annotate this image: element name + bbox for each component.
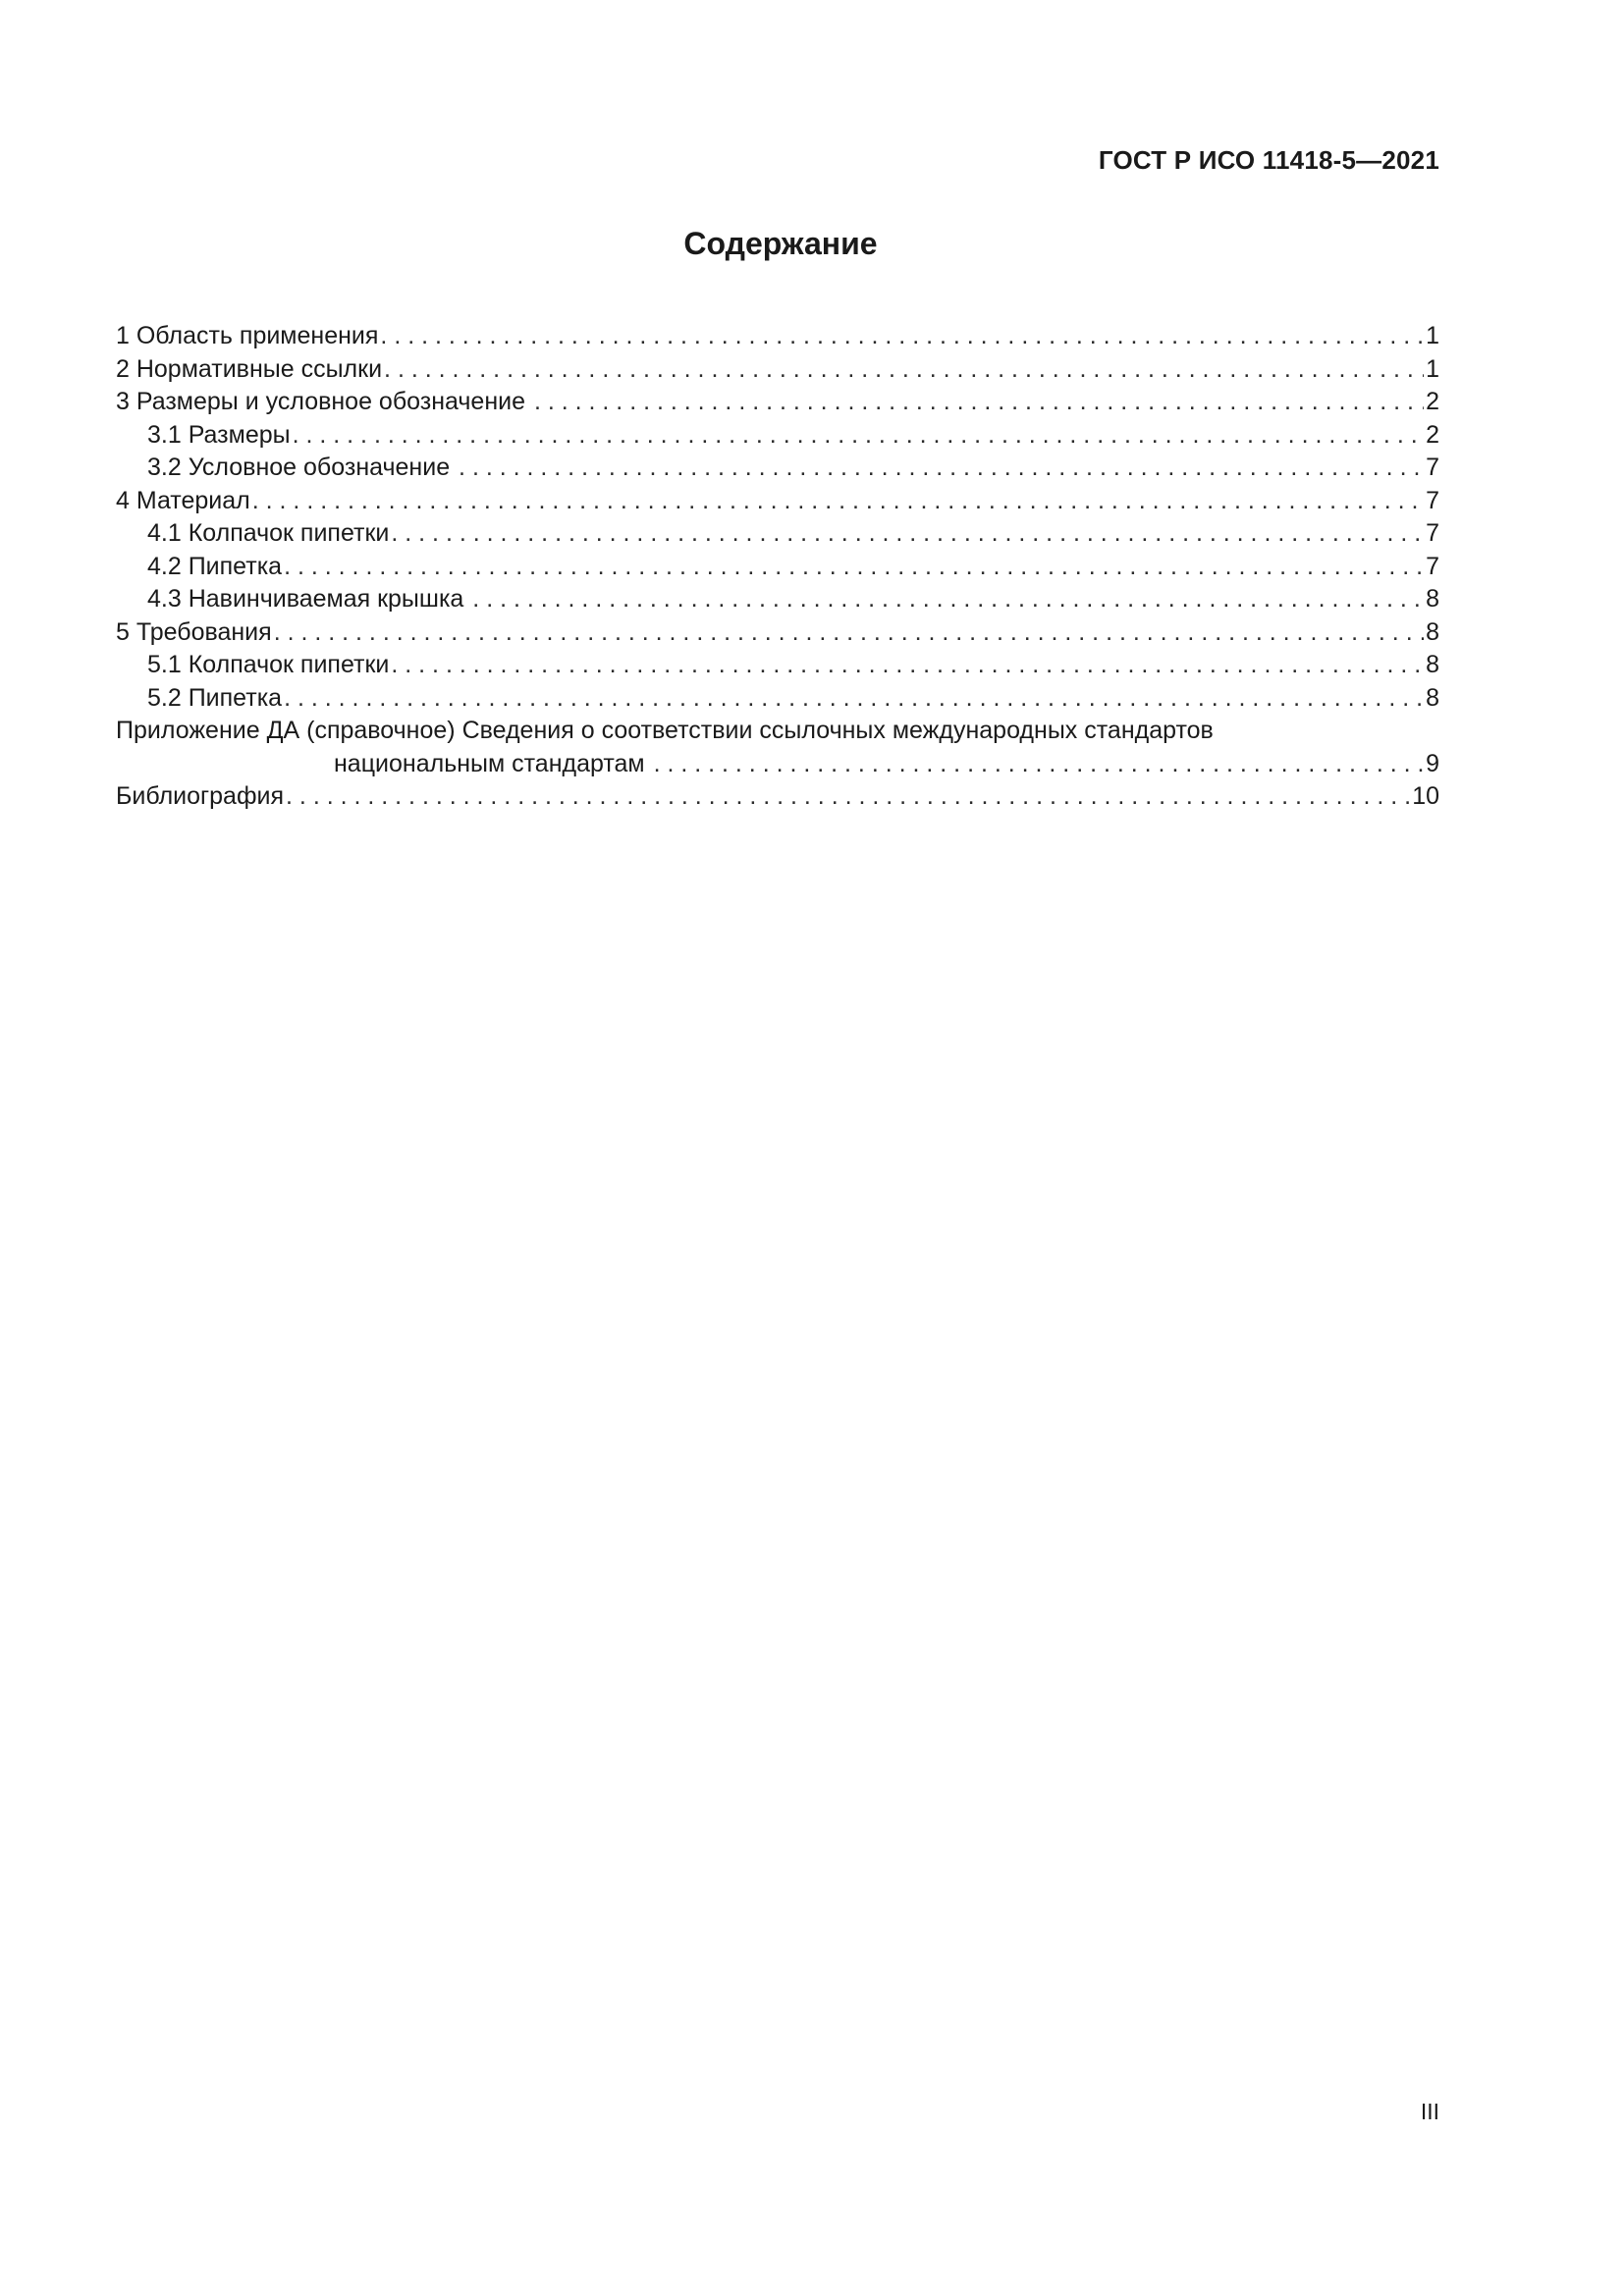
toc-entry-label: 1 Область применения [116, 322, 379, 349]
toc-leader-dots [274, 616, 1424, 650]
table-of-contents [116, 320, 1439, 814]
toc-leader-dots [384, 353, 1424, 387]
toc-entry-page: 10 [1412, 782, 1439, 810]
toc-entry[interactable] [116, 353, 1439, 387]
toc-entry-page: 7 [1426, 552, 1439, 580]
toc-entry-page: 8 [1426, 683, 1439, 712]
toc-entry-appendix[interactable] [116, 715, 1439, 780]
toc-entry-label: 5.1 Колпачок пипетки [147, 651, 390, 678]
toc-entry[interactable] [116, 649, 1439, 682]
toc-leader-dots [459, 452, 1424, 485]
toc-leader-dots [380, 320, 1424, 353]
toc-entry[interactable] [116, 386, 1439, 419]
toc-entry-page: 7 [1426, 454, 1439, 481]
toc-entry[interactable] [116, 517, 1439, 551]
toc-entry[interactable] [116, 616, 1439, 650]
toc-entry[interactable] [116, 452, 1439, 485]
toc-leader-dots [654, 748, 1425, 781]
toc-leader-dots [293, 419, 1425, 453]
toc-entry-page: 7 [1426, 519, 1439, 547]
toc-entry-page: 8 [1426, 617, 1439, 646]
toc-entry[interactable] [116, 583, 1439, 616]
page-number: III [1420, 2099, 1439, 2124]
toc-entry-label-continuation: национальным стандартам [334, 749, 652, 777]
toc-entry[interactable] [116, 780, 1439, 814]
toc-entry-page: 1 [1426, 354, 1439, 383]
toc-entry-label: 5 Требования [116, 617, 272, 646]
toc-entry[interactable] [116, 551, 1439, 584]
toc-entry-page: 7 [1426, 486, 1439, 514]
toc-entry-page: 2 [1426, 388, 1439, 415]
toc-leader-dots [252, 485, 1424, 518]
toc-entry-page: 2 [1426, 420, 1439, 449]
toc-entry[interactable] [116, 485, 1439, 518]
toc-entry-line [116, 715, 1439, 748]
toc-leader-dots [284, 551, 1424, 584]
toc-entry-page: 1 [1426, 322, 1439, 349]
toc-entry-label: 3 Размеры и условное обозначение [116, 388, 532, 415]
page-title: Содержание [683, 226, 878, 261]
toc-entry-label: 4 Материал [116, 486, 250, 514]
toc-entry-label: 2 Нормативные ссылки [116, 354, 383, 383]
toc-entry[interactable] [116, 419, 1439, 453]
toc-entry-label: 3.1 Размеры [147, 420, 291, 449]
toc-entry-label: Библиография [116, 782, 285, 810]
toc-leader-dots [391, 649, 1424, 682]
toc-entry-page: 9 [1426, 749, 1439, 777]
toc-leader-dots [284, 682, 1424, 716]
toc-entry-page: 8 [1426, 585, 1439, 613]
toc-entry-line [116, 748, 1439, 781]
toc-leader-dots [391, 517, 1424, 551]
toc-leader-dots [286, 780, 1410, 814]
toc-entry-label: Приложение ДА (справочное) Сведения о соответствии ссылочных международных стандартов [116, 717, 1214, 744]
toc-entry-label: 4.1 Колпачок пипетки [147, 519, 390, 547]
toc-leader-dots [472, 583, 1424, 616]
toc-entry-label: 4.3 Навинчиваемая крышка [147, 585, 471, 613]
toc-entry-page: 8 [1426, 651, 1439, 678]
document-header: ГОСТ Р ИСО 11418-5—2021 [1098, 145, 1439, 175]
toc-entry[interactable] [116, 682, 1439, 716]
toc-entry-label: 4.2 Пипетка [147, 552, 283, 580]
toc-entry[interactable] [116, 320, 1439, 353]
toc-leader-dots [534, 386, 1424, 419]
toc-entry-label: 5.2 Пипетка [147, 683, 283, 712]
toc-entry-label: 3.2 Условное обозначение [147, 454, 458, 481]
